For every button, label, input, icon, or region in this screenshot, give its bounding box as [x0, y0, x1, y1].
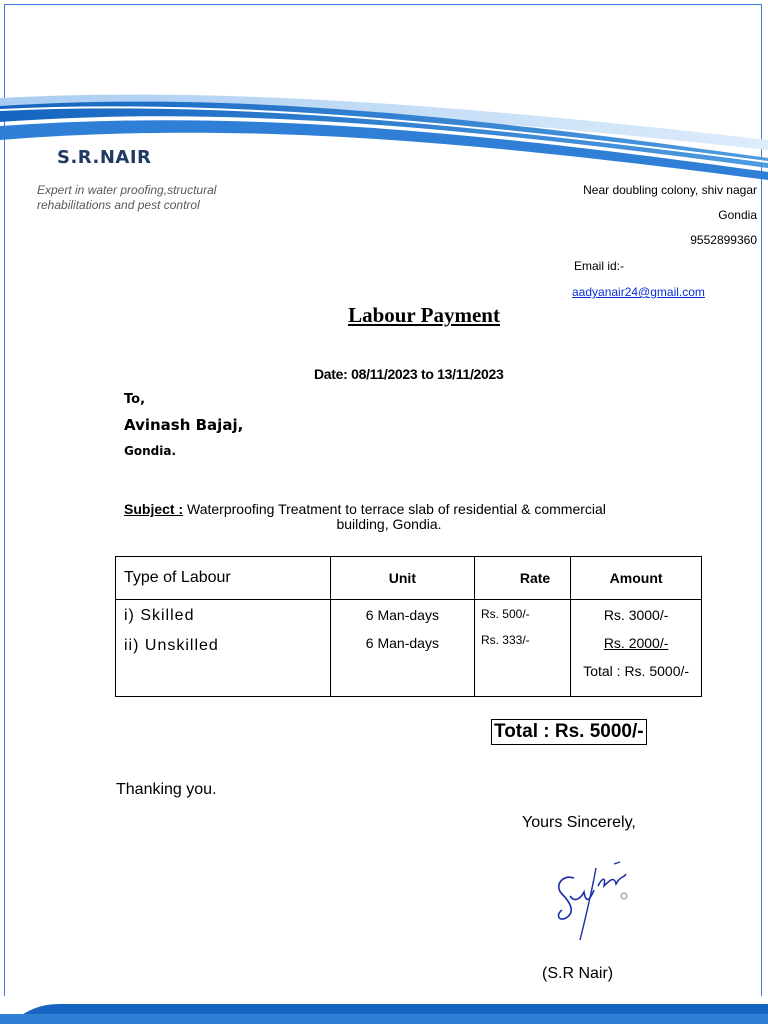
rate-cell: [474, 600, 570, 697]
address-city: Gondia: [718, 208, 757, 222]
amount-skilled: Rs. 3000/-: [603, 607, 669, 623]
grand-total: Total : Rs. 5000/-: [491, 719, 647, 745]
column-header-amount: Amount: [571, 557, 702, 600]
column-header-type: Type of Labour: [116, 557, 331, 600]
date-range: Date: 08/11/2023 to 13/11/2023: [314, 366, 504, 382]
signatory-name: (S.R Nair): [542, 965, 614, 982]
labour-table: [115, 556, 702, 697]
valediction: Yours Sincerely,: [522, 814, 636, 831]
recipient-name: Avinash Bajaj,: [124, 416, 244, 434]
unit-cell: [330, 600, 474, 697]
signature-image: [540, 856, 650, 946]
footer-wave-graphic: [0, 996, 768, 1024]
unit-unskilled: 6 Man-days: [365, 635, 439, 651]
table-row: [116, 600, 702, 697]
column-header-rate: Rate: [474, 557, 570, 600]
document-title: Labour Payment: [348, 303, 500, 327]
labour-type-cell: [116, 600, 331, 697]
labour-type-unskilled: ii) Unskilled: [124, 637, 219, 654]
to-label: To,: [124, 392, 146, 407]
email-link[interactable]: aadyanair24@gmail.com: [572, 285, 705, 299]
column-header-unit: Unit: [330, 557, 474, 600]
rate-skilled: Rs. 500/-: [480, 607, 530, 621]
recipient-city: Gondia.: [124, 444, 176, 458]
address-line: Near doubling colony, shiv nagar: [583, 183, 757, 197]
subject-text-continued: building, Gondia.: [336, 516, 442, 532]
subject-paragraph: [124, 502, 654, 532]
header-wave-graphic: [0, 0, 768, 200]
company-tagline: Expert in water proofing,structural rehabilitations and pest control: [37, 183, 217, 212]
table-header-row: [116, 557, 702, 600]
company-name: S.R.NAIR: [57, 147, 152, 168]
labour-type-skilled: i) Skilled: [124, 607, 195, 624]
phone-number: 9552899360: [690, 233, 757, 247]
subject-label: Subject :: [124, 501, 184, 517]
subject-text: Waterproofing Treatment to terrace slab of residential & commercial: [183, 501, 606, 517]
unit-skilled: 6 Man-days: [365, 607, 439, 623]
thanks-line: Thanking you.: [116, 781, 217, 798]
amount-subtotal: Total : Rs. 5000/-: [583, 663, 690, 679]
email-label: Email id:-: [574, 259, 625, 273]
amount-cell: [571, 600, 702, 697]
rate-unskilled: Rs. 333/-: [480, 633, 530, 647]
amount-unskilled: Rs. 2000/-: [603, 635, 669, 651]
company-address: [583, 183, 757, 258]
